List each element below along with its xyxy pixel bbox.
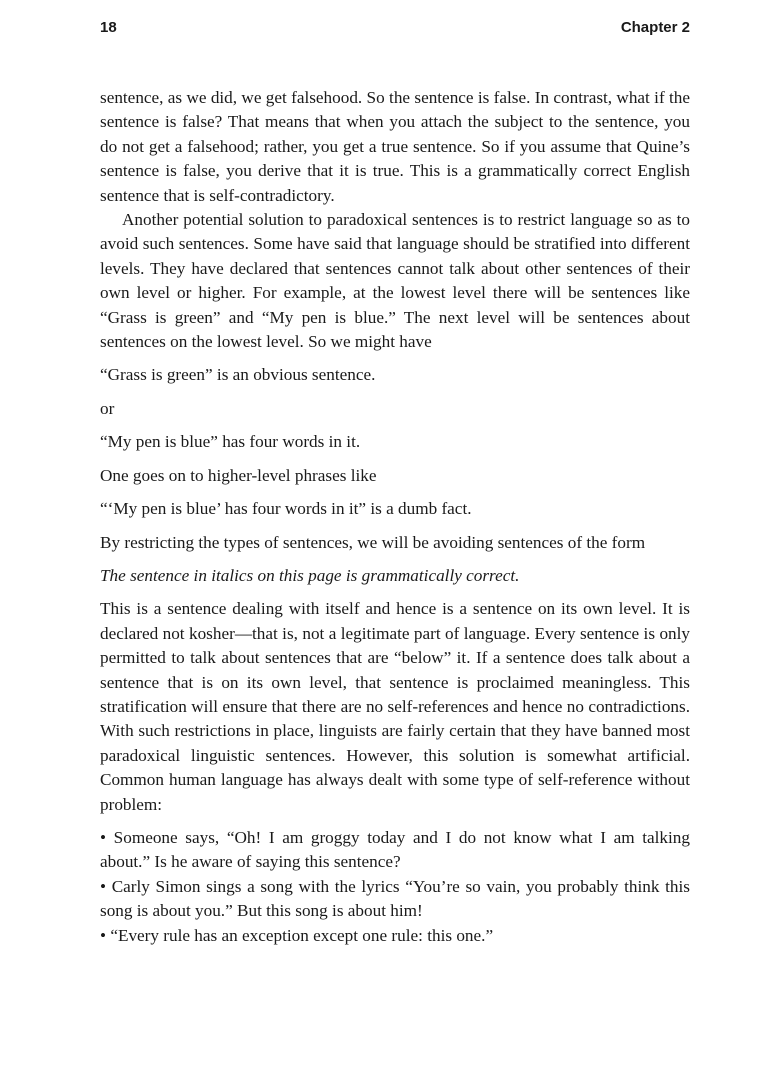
- example-pen: “My pen is blue” has four words in it.: [100, 432, 361, 452]
- paragraph-5: This is a sentence dealing with itself and hence is a sentence on its own level. It is declared not kosher—that is, not a legitimate part of language. Every sentence is only permitted to talk about sentences that are “below” it. If a sentence does talk about a sentence that is on its own level, that sentence is proclaimed meaningless. This stratification will ensure that there are no self-references and hence no contradictions. With such restrictions in place, linguists are fairly certain that they have banned most paradoxical linguistic sentences. However, this solution is somewhat artificial. Common human language has always dealt with some type of self-reference without problem:: [100, 599, 690, 814]
- example-dumb-fact: “‘My pen is blue’ has four words in it” is a dumb fact.: [100, 499, 472, 519]
- bullet-item-every-rule: • “Every rule has an exception except one rule: this one.”: [100, 924, 690, 948]
- bullet-item-groggy: • Someone says, “Oh! I am groggy today and I do not know what I am talking about.” Is he aware of saying this sentence?: [100, 826, 690, 875]
- page-header: [100, 19, 690, 41]
- example-grass: “Grass is green” is an obvious sentence.: [100, 365, 376, 385]
- bullet-list: [100, 826, 690, 948]
- bullet-item-carly-simon: • Carly Simon sings a song with the lyrics “You’re so vain, you probably think this song is about you.” But this song is about him!: [100, 875, 690, 924]
- page-body: [100, 86, 690, 948]
- paragraph-1: sentence, as we did, we get falsehood. So the sentence is false. In contrast, what if the sentence is false? That means that when you attach the subject to the sentence, you do not get a falsehood; rather, you get a true sentence. So if you assume that Quine’s sentence is false, you derive that it is true. This is a grammatically correct English sentence that is self-contradictory.: [100, 88, 690, 205]
- paragraph-2: Another potential solution to paradoxical sentences is to restrict language so as to avoid such sentences. Some have said that language should be stratified into different levels. They have declared that sentences cannot talk about other sentences of their own level or higher. For example, at the lowest level there will be sentences like “Grass is green” and “My pen is blue.” The next level will be sentences about sentences on the lowest level. So we might have: [100, 210, 690, 352]
- paragraph-4: By restricting the types of sentences, we will be avoiding sentences of the form: [100, 532, 646, 552]
- italic-example: The sentence in italics on this page is grammatically correct.: [100, 565, 520, 585]
- paragraph-3: One goes on to higher-level phrases like: [100, 465, 377, 485]
- connector-or: or: [100, 398, 115, 418]
- page-number: 18: [100, 19, 117, 36]
- chapter-title: Chapter 2: [620, 19, 690, 36]
